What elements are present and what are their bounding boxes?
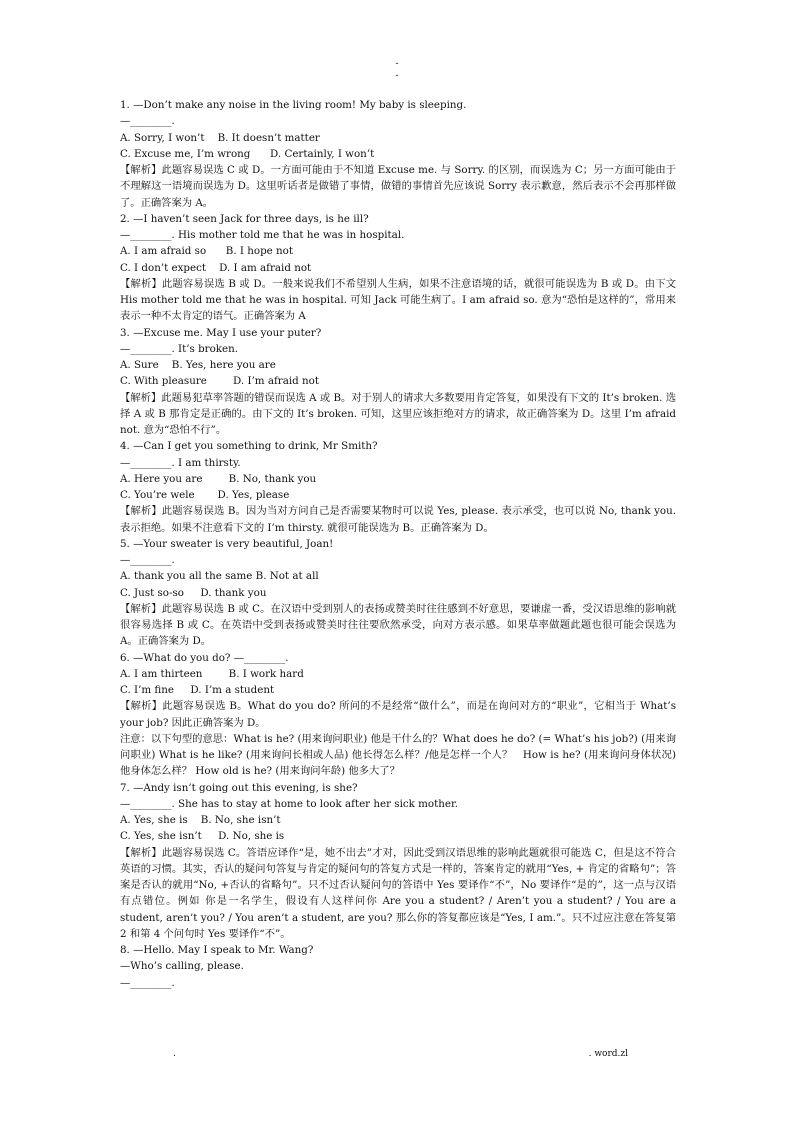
explanation-paragraph: 【解析】此题容易误选 B 或 C。在汉语中受到别人的表扬或赞美时往往感到不好意思，要谦虚一番，受汉语思维的影响就很容易选择 B 或 C。在英语中受到表扬或赞美时往往要欣然承受，向对方表示感。如果草率做题此题也很可能会误选为 A。正确答案为 D。	[120, 602, 680, 648]
question-line: A. Sorry, I won’t B. It doesn’t matter	[120, 131, 320, 144]
question-line: A. Yes, she is B. No, she isn’t	[120, 814, 281, 826]
question-line: —________.	[120, 115, 175, 128]
question-line: A. I am thirteen B. I work hard	[120, 667, 304, 680]
question-line: 2. —I haven’t seen Jack for three days, is he ill?	[120, 212, 369, 225]
question-line: —________. His mother told me that he was in hospital.	[120, 229, 405, 241]
question-line: A. Sure B. Yes, here you are	[120, 359, 276, 371]
question-line: 1. —Don’t make any noise in the living room! My baby is sleeping.	[120, 99, 467, 111]
question-line: 5. —Your sweater is very beautiful, Joan!	[120, 537, 334, 550]
question-line: C. Yes, she isn’t D. No, she is	[120, 830, 285, 843]
question-line: C. Excuse me, I’m wrong D. Certainly, I won’t	[120, 147, 375, 160]
document-body	[120, 97, 680, 991]
question-line: —________. She has to stay at home to look after her sick mother.	[120, 797, 459, 810]
explanation-paragraph: 【解析】此题容易误选 B。因为当对方问自己是否需要某物时可以说 Yes, please. 表示承受，也可以说 No, thank you. 表示拒绝。如果不注意看下文的 I’m thirsty. 就很可能误选为 B。正确答案为 D。	[120, 505, 680, 534]
question-line: 7. —Andy isn’t going out this evening, is she?	[120, 781, 358, 794]
question-line: —________.	[120, 554, 175, 566]
explanation-paragraph: 注意：以下句型的意思：What is he? (用来询问职业) 他是干什么的？What does he do? (= What’s his job?) (用来询问职业) What is he like? (用来询问长相或人品) 他长得怎么样？/他是怎样一个人？ How is he? (用来询问身体状况) 他身体怎么样？ How old is he? (用来询问年龄) 他多大了？	[120, 732, 680, 778]
explanation-paragraph: 【解析】此题容易误选 B。What do you do? 所问的不是经常“做什么”，而是在询问对方的“职业”，它相当于 What’s your job? 因此正确答案为 D。	[120, 700, 680, 729]
explanation-paragraph: 【解析】此题容易误选 C 或 D。一方面可能由于不知道 Excuse me. 与 Sorry. 的区别，而误选为 C；另一方面可能由于不理解这一语境而误选为 D。这里听话者是做错了事情，做错的事情首先应该说 Sorry 表示歉意，然后表示不会再那样做了。正确答案为 A。	[120, 164, 676, 209]
question-line: A. I am afraid so B. I hope not	[120, 245, 294, 258]
question-line: A. Here you are B. No, thank you	[120, 472, 317, 485]
explanation-paragraph: 【解析】此题容易误选 C。答语应译作“是，她不出去”才对，因此受到汉语思维的影响此题就很可能选 C，但是这不符合英语的习惯。其实，否认的疑问句答复与肯定的疑问句的答复方式是一样的，答案肯定的就用“Yes, + 肯定的省略句”；答案是否认的就用“No, +否认的省略句”。只不过否认疑问句的答语中 Yes 要译作“不”，No 要译作“是的”，这一点与汉语有点错位。例如 你是一名学生，假设有人这样问你 Are you a student? / Aren’t you a student? / You are a student, aren’t you? / You aren’t a student, are you? 那么你的答复都应该是“Yes, I am.”。只不过应注意在答复第 2 和第 4 个问句时 Yes 要译作“不”。	[120, 846, 680, 940]
question-line: 8. —Hello. May I speak to Mr. Wang?	[120, 944, 314, 956]
question-line: C. Just so-so D. thank you	[120, 586, 267, 599]
header-mark-bottom: -	[395, 71, 399, 81]
footer-left-mark: .	[173, 1049, 176, 1059]
question-line: —________. It’s broken.	[120, 342, 239, 355]
question-line: C. I don’t expect D. I am afraid not	[120, 261, 312, 274]
question-line: —________.	[120, 976, 175, 989]
question-line: C. With pleasure D. I’m afraid not	[120, 375, 319, 388]
footer-watermark: . word.zl	[588, 1049, 628, 1059]
question-line: 6. —What do you do? —________.	[120, 651, 289, 664]
question-line: C. I’m fine D. I’m a student	[120, 684, 275, 696]
explanation-paragraph: 【解析】此题易犯草率答题的错误而误选 A 或 B。对于别人的请求大多数要用肯定答复，如果没有下文的 It’s broken. 选择 A 或 B 那肯定是正确的。由下文的 It’s broken. 可知，这里应该拒绝对方的请求，故正确答案为 D。这里 I’m afraid not. 意为“恐怕不行”。	[120, 391, 680, 436]
question-line: A. thank you all the same B. Not at all	[120, 570, 319, 583]
question-line: —Who’s calling, please.	[120, 960, 244, 973]
question-line: 4. —Can I get you something to drink, Mr Smith?	[120, 440, 378, 453]
question-line: 3. —Excuse me. May I use your puter?	[120, 326, 322, 339]
explanation-paragraph: 【解析】此题容易误选 B 或 D。一般来说我们不希望别人生病，如果不注意语境的话，就很可能误选为 B 或 D。由下文 His mother told me that he was in hospital. 可知 Jack 可能生病了。I am afraid so. 意为“恐怕是这样的”，常用来表示一种不太肯定的语气。正确答案为 A	[120, 277, 680, 323]
question-line: C. You’re wele D. Yes, please	[120, 489, 290, 501]
header-mark-top: -	[395, 59, 399, 69]
question-line: —________. I am thirsty.	[120, 456, 241, 469]
